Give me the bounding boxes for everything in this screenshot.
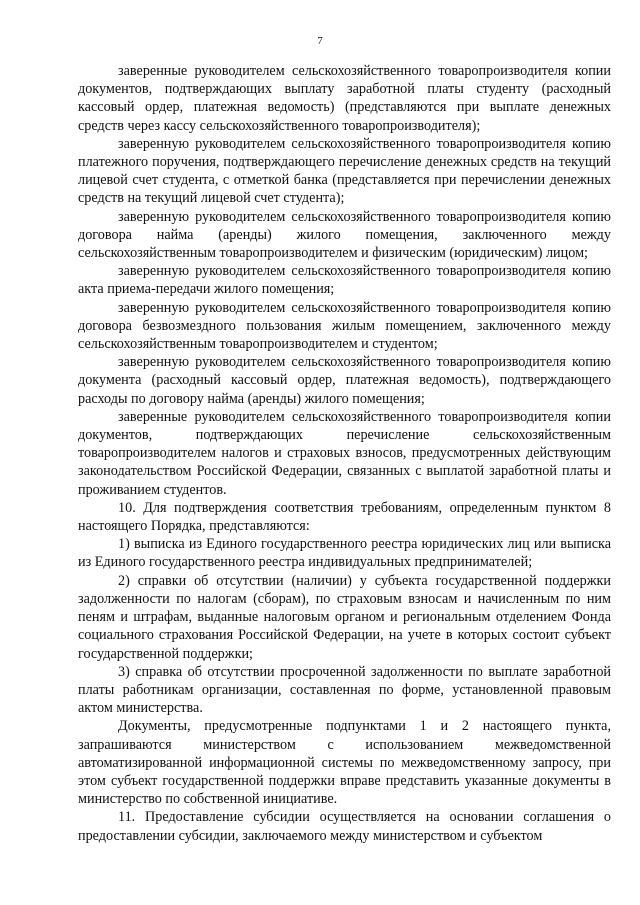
page-number: 7 [317,35,323,47]
paragraph-item-11: 11. Предоставление субсидии осуществляется на основании соглашения о предоставлении субсидии, заключаемого между министерством и субъектом [78,809,611,844]
paragraph-free-use-agreement-copy: заверенную руководителем сельскохозяйственного товаропроизводителя копию договора безвозмездного пользования жилым помещением, заключенного между сельскохозяйственным товаропроизводителем и студентом; [78,299,611,353]
paragraph-item-10: 10. Для подтверждения соответствия требованиям, определенным пунктом 8 настоящего Порядка, представляются: [78,499,611,535]
paragraph-tax-payment-documents: заверенные руководителем сельскохозяйственного товаропроизводителя копии документов, подтверждающих перечисление сельскохозяйственным товаропроизводителем налогов и страховых взносов, предусмотренных действующим законодательством Российской Федерации, связанных с выплатой заработной платы и проживанием студентов. [78,408,611,498]
paragraph-transfer-act-copy: заверенную руководителем сельскохозяйственного товаропроизводителя копию акта приема-передачи жилого помещения; [78,263,611,298]
paragraph-item-10-1: 1) выписка из Единого государственного реестра юридических лиц или выписка из Единого государственного реестра индивидуальных предпринимателей; [78,536,611,571]
paragraph-item-10-3: 3) справка об отсутствии просроченной задолженности по выплате заработной платы работникам организации, составленная по форме, установленной правовым актом министерства. [78,663,611,717]
paragraph-item-10-2: 2) справки об отсутствии (наличии) у субъекта государственной поддержки задолженности по налогам (сборам), по страховым взносам и начисленным по ним пеням и штрафам, выданные налоговым органом и региональным отделением Фонда социального страхования Российской Федерации, на учете в которых состоит субъект государственной поддержки; [78,572,611,662]
paragraph-payroll-copies: заверенные руководителем сельскохозяйственного товаропроизводителя копии документов, подтверждающих выплату заработной платы студенту (расходный кассовый ордер, платежная ведомость) (представляются при выплате денежных средств через кассу сельскохозяйственного товаропроизводителя); [78,63,611,134]
document-body [78,62,611,845]
paragraph-lease-expense-document-copy: заверенную руководителем сельскохозяйственного товаропроизводителя копию документа (расходный кассовый ордер, платежная ведомость), подтверждающего расходы по договору найма (аренды) жилого помещения; [78,354,611,407]
paragraph-payment-order-copy: заверенную руководителем сельскохозяйственного товаропроизводителя копию платежного поручения, подтверждающего перечисление денежных средств на текущий лицевой счет студента, с отметкой банка (представляется при перечислении денежных средств на текущий лицевой счет студента); [78,135,611,207]
paragraph-interagency-request: Документы, предусмотренные подпунктами 1 и 2 настоящего пункта, запрашиваются министерством с использованием межведомственной автоматизированной информационной системы по межведомственному запросу, при этом субъект государственной поддержки вправе представить указанные документы в министерство по собственной инициативе. [78,718,611,808]
paragraph-lease-agreement-copy: заверенную руководителем сельскохозяйственного товаропроизводителя копию договора найма (аренды) жилого помещения, заключенного между сельскохозяйственным товаропроизводителем и физическим (юридическим) лицом; [78,208,611,262]
